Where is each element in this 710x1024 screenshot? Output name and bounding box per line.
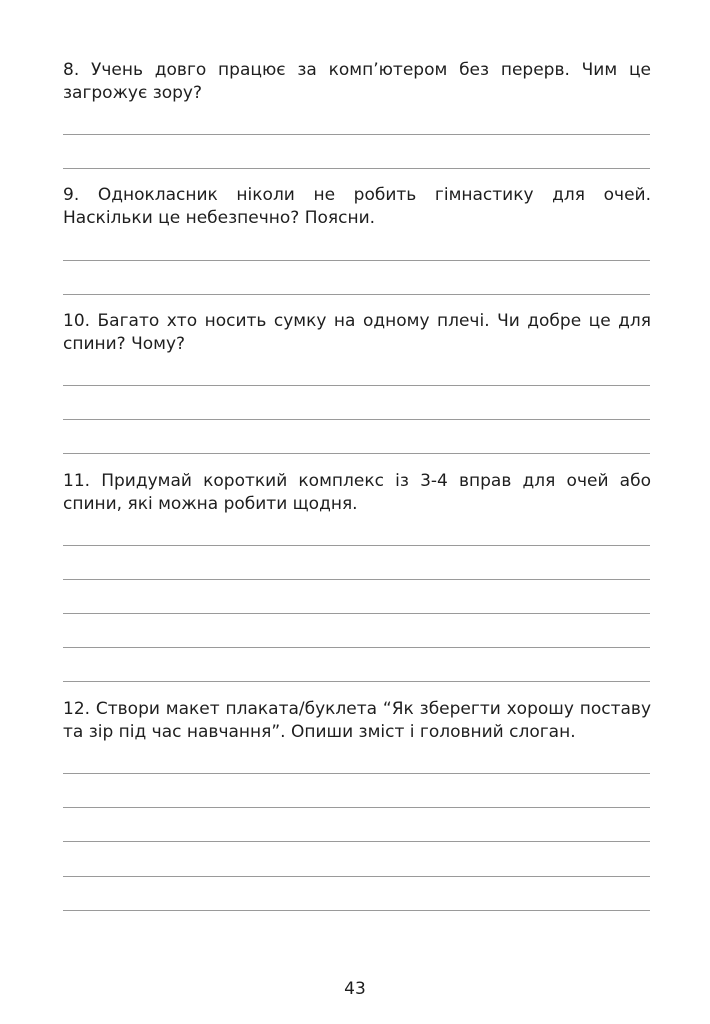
answer-line[interactable]: [63, 168, 650, 169]
answer-line[interactable]: [63, 807, 650, 808]
answer-line[interactable]: [63, 545, 650, 546]
answer-line[interactable]: [63, 647, 650, 648]
answer-line[interactable]: [63, 419, 650, 420]
question-9-text: 9. Однокласник ніколи не робить гімнастику для очей. Наскільки це небезпечно? Поясни.: [63, 185, 651, 228]
answer-line[interactable]: [63, 294, 650, 295]
answer-line[interactable]: [63, 613, 650, 614]
page-number: 43: [344, 979, 366, 999]
question-8-text: 8. Учень довго працює за комп’ютером без перерв. Чим це загрожує зору?: [63, 60, 651, 103]
answer-line[interactable]: [63, 385, 650, 386]
answer-line[interactable]: [63, 453, 650, 454]
answer-line[interactable]: [63, 579, 650, 580]
answer-line[interactable]: [63, 910, 650, 911]
question-10-text: 10. Багато хто носить сумку на одному плечі. Чи добре це для спини? Чому?: [63, 311, 651, 354]
answer-line[interactable]: [63, 260, 650, 261]
answer-line[interactable]: [63, 841, 650, 842]
question-11-text: 11. Придумай короткий комплекс із 3-4 вправ для очей або спини, які можна робити щодня.: [63, 471, 651, 514]
answer-line[interactable]: [63, 773, 650, 774]
answer-line[interactable]: [63, 134, 650, 135]
question-12-text: 12. Створи макет плаката/буклета “Як зберегти хорошу поставу та зір під час навчання”. Опиши зміст і головний слоган.: [63, 699, 651, 742]
answer-line[interactable]: [63, 876, 650, 877]
answer-line[interactable]: [63, 681, 650, 682]
